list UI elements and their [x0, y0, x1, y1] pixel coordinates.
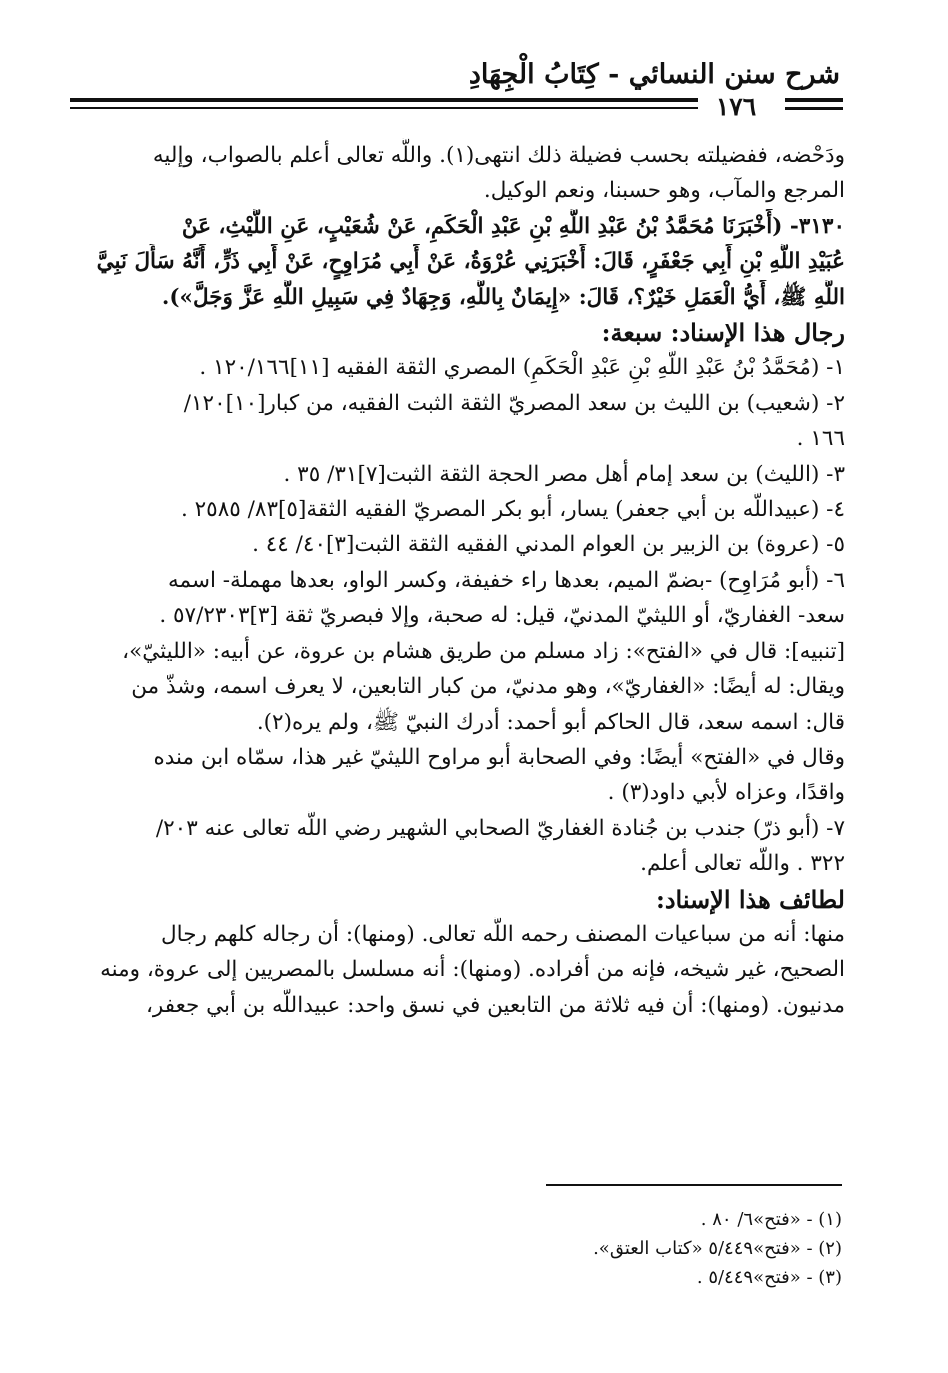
note-line: ويقال: له أيضًا: «الغفاريّ»، وهو مدنيّ، من كبار التابعين، لا يعرف اسمه، وشذّ من	[131, 674, 845, 700]
narrator-line: ٦- (أبو مُرَاوِح) -بضمّ الميم، بعدها راء خفيفة، وكسر الواو، بعدها مهملة- اسمه	[167, 567, 845, 593]
note-line: [تنبيه]: قال في «الفتح»: زاد مسلم من طريق هشام بن عروة، عن أبيه: «الليثيّ»،	[122, 638, 845, 664]
note-line: واقدًا، وعزاه لأبي داود(٣) .	[607, 780, 845, 806]
note-line: وقال في «الفتح» أيضًا: وفي الصحابة أبو مراوح الليثيّ غير هذا، سمّاه ابن منده	[153, 744, 845, 770]
running-header-title: شرح سنن النسائي - كِتَابُ الْجِهَادِ	[468, 59, 840, 90]
section-heading: لطائف هذا الإسناد:	[655, 884, 845, 914]
text-line: المرجع والمآب، وهو حسبنا، ونعم الوكيل.	[483, 178, 845, 204]
header-rule-long-bottom	[70, 107, 698, 109]
body-text	[70, 138, 845, 1023]
page-number: ١٧٦	[715, 92, 757, 121]
narrator-line: ٧- (أبو ذرّ) جندب بن جُنادة الغفاريّ الصحابي الشهير رضي اللَّه تعالى عنه ٢٠٣/	[155, 815, 845, 841]
narrator-line: سعد- الغفاريّ، أو الليثيّ المدنيّ، قيل: له صحبة، وإلا فبصريّ ثقة [٣]٥٧/٢٣٠٣ .	[159, 603, 845, 629]
narrator-line: ٥- (عروة) بن الزبير بن العوام المدني الفقيه الثقة الثبت[٣]٤٠/ ٤٤ .	[252, 532, 845, 558]
footnote: (١) - «فتح»٦/ ٨٠ .	[700, 1209, 842, 1230]
hadith-text-line: عُبَيْدِ اللَّهِ بْنِ أَبِي جَعْفَرٍ، قَالَ: أَخْبَرَنِي عُرْوَةُ، عَنْ أَبِي مُرَاوِحٍ، عَنْ أَبِي ذَرٍّ، أَنَّهُ سَأَلَ نَبِيَّ	[96, 249, 845, 275]
note-line: قال: اسمه سعد، قال الحاكم أبو أحمد: أدرك النبيّ ﷺ، ولم يره(٢).	[256, 709, 845, 735]
text-line: منها: أنه من سباعيات المصنف رحمه اللَّه تعالى. (ومنها): أن رجاله كلهم رجال	[161, 921, 845, 947]
footnotes	[400, 1205, 842, 1292]
header-rule-long-top	[70, 98, 698, 102]
footnote-separator	[546, 1184, 842, 1186]
narrator-line: ٢- (شعيب) بن الليث بن سعد المصريّ الثقة الثبت الفقيه، من كبار[١٠]١٢٠/	[183, 390, 845, 416]
header-rule-top	[785, 98, 843, 102]
narrator-line: ١٦٦ .	[796, 426, 845, 452]
text-line: مدنيون. (ومنها): أن فيه ثلاثة من التابعين في نسق واحد: عبيداللَّه بن أبي جعفر،	[145, 992, 845, 1018]
footnote: (٣) - «فتح»٥/٤٤٩ .	[696, 1267, 842, 1288]
text-line: ودَحْضه، ففضيلته بحسب فضيلة ذلك انتهى(١). واللَّه تعالى أعلم بالصواب، وإليه	[152, 143, 845, 168]
narrator-line: ٣٢٢ . واللَّه تعالى أعلم.	[640, 851, 845, 877]
narrator-line: ٤- (عبيداللَّه بن أبي جعفر) يسار، أبو بكر المصريّ الفقيه الثقة[٥]٨٣/ ٢٥٨٥ .	[180, 497, 845, 523]
narrator-line: ٣- (الليث) بن سعد إمام أهل مصر الحجة الثقة الثبت[٧]٣١/ ٣٥ .	[283, 461, 845, 487]
narrator-line: ١- (مُحَمَّدُ بْنُ عَبْدِ اللَّهِ بْنِ عَبْدِ الْحَكَمِ) المصري الثقة الفقيه [١١]١٢٠/١٦٦ .	[199, 355, 845, 381]
section-heading: رجال هذا الإسناد: سبعة:	[601, 318, 845, 348]
header-rule-bottom	[785, 107, 843, 110]
text-line: الصحيح، غير شيخه، فإنه من أفراده. (ومنها): أنه مسلسل بالمصريين إلى عروة، ومنه	[100, 957, 845, 983]
hadith-text-line: اللَّهِ ﷺ، أَيُّ الْعَمَلِ خَيْرٌ؟، قَالَ: «إِيمَانٌ بِاللَّهِ، وَجِهَادٌ فِي سَبِيلِ اللَّهِ عَزَّ وَجَلَّ»).	[161, 284, 845, 310]
hadith-text-line: ٣١٣٠- (أَخْبَرَنَا مُحَمَّدُ بْنُ عَبْدِ اللَّهِ بْنِ عَبْدِ الْحَكَمِ، عَنْ شُعَيْبٍ، عَنِ اللَّيْثِ، عَنْ	[181, 213, 845, 239]
footnote: (٢) - «فتح»٥/٤٤٩ «كتاب العتق».	[593, 1238, 842, 1259]
